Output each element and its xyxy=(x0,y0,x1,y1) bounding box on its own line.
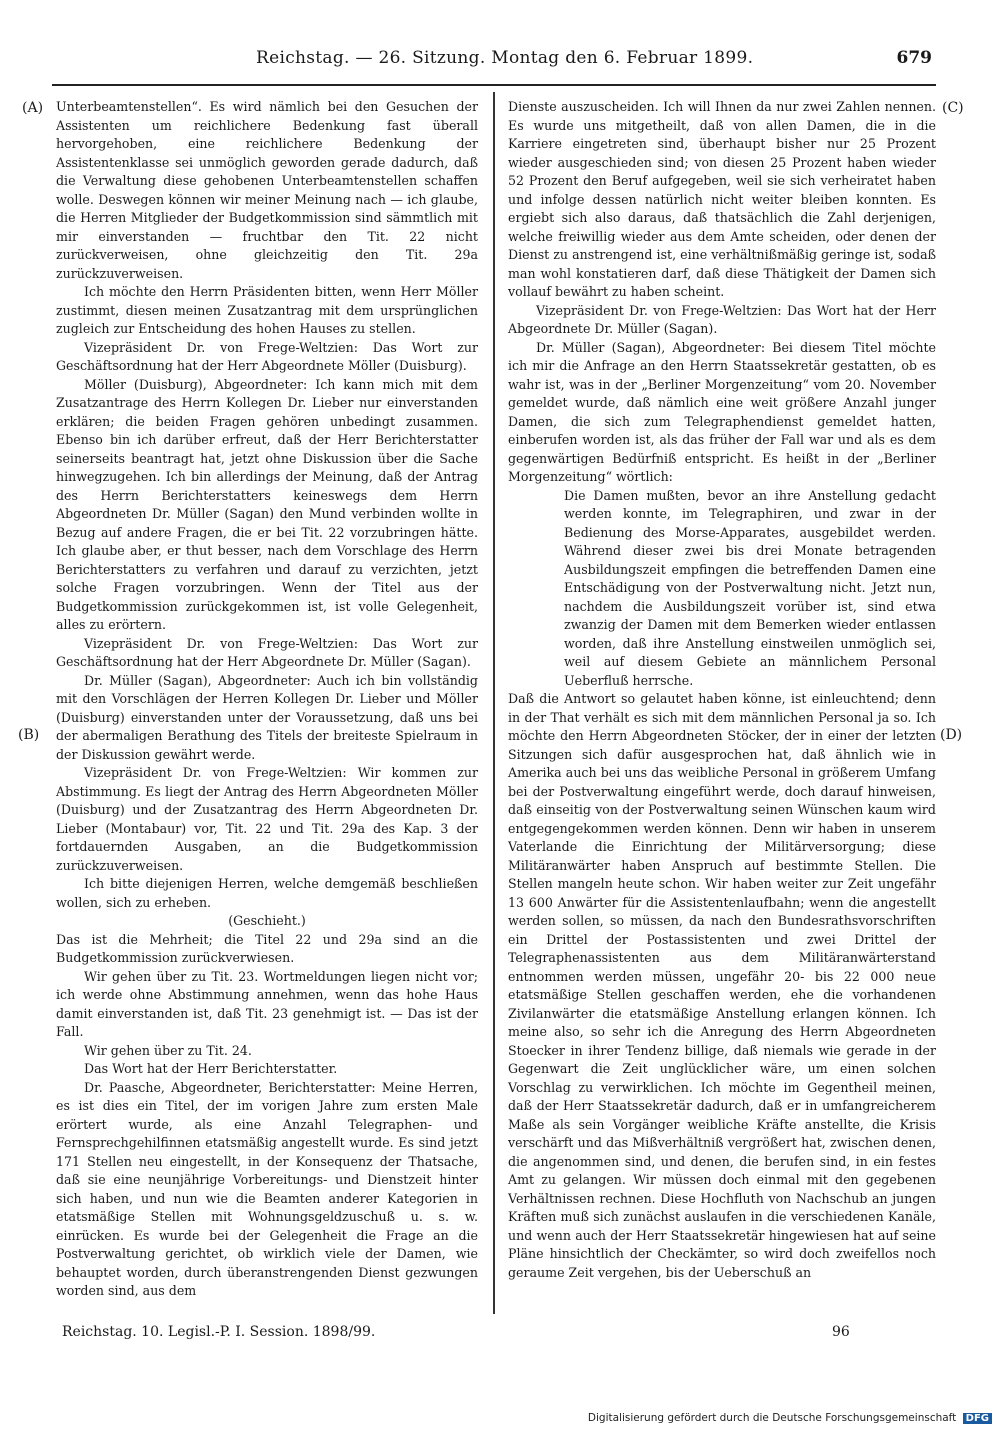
right-column xyxy=(508,98,936,1282)
paragraph: Dr. Müller (Sagan), Abgeordneter: Bei diesem Titel möchte ich mir die Anfrage an den Herrn Staatssekretär gestatten, ob es wahr ist, was in der „Berliner Morgenzeitung“ vom 20. November gemeldet wurde, daß nämlich eine weit größere Anzahl junger Damen, die sich zum Telegraphendienst gemeldet hatten, einberufen worden ist, als das früher der Fall war und als es dem gegenwärtigen Bedürfniß entspricht. Es heißt in der „Berliner Morgenzeitung“ wörtlich: xyxy=(508,339,936,484)
margin-marker-b: (B) xyxy=(18,727,40,743)
paragraph: Dr. Paasche, Abgeordneter, Berichterstatter: Meine Herren, es ist dies ein Titel, der im vorigen Jahre zum ersten Male erörtert wurde, als eine Anzahl Telegraphen- und Fernsprechgehilfinnen etatsmäßig angestellt wurde. Es sind jetzt 171 Stellen neu eingestellt, in der Konsequenz der Thatsache, daß sie eine neunjährige Vorbereitungs- und Dienstzeit hinter sich haben, und nun wie die Beamten anderer Kategorien in etatsmäßige Stellen mit Wohnungsgeldzuschuß u. s. w. einrücken. Es wurde bei der Gelegenheit die Frage an die Postverwaltung gerichtet, ob wirklich viele der Damen, wie behauptet worden, durch überanstrengenden Dienst gezwungen worden sind, aus dem xyxy=(56,1079,478,1298)
block-quote: Die Damen mußten, bevor an ihre Anstellung gedacht werden konnte, im Telegraphiren, und zwar in der Bedienung des Morse-Apparates, ausgebildet werden. Während dieser zwei bis drei Monate betragenden Ausbildungszeit empfingen die betreffenden Damen eine Entschädigung von der Postverwaltung nicht. Jetzt nun, nachdem die Ausbildungszeit vorüber ist, sind etwa zwanzig der Damen mit dem Bemerken wieder entlassen worden, daß ihre Anstellung einstweilen unmöglich sei, weil auf diesem Gebiete an männlichem Personal Ueberfluß herrsche. xyxy=(564,487,936,688)
paragraph: Wir gehen über zu Tit. 24. xyxy=(84,1042,252,1058)
footer-sheet-number: 96 xyxy=(832,1324,850,1340)
paragraph: Vizepräsident Dr. von Frege-Weltzien: Wir kommen zur Abstimmung. Es liegt der Antrag des Herrn Abgeordneten Möller (Duisburg) und der Zusatzantrag des Herrn Abgeordneten Dr. Lieber (Montabaur) vor, Tit. 22 und Tit. 29a des Kap. 3 der fortdauernden Ausgaben, an die Budgetkommission zurückzuverweisen. xyxy=(56,765,478,873)
digitization-credit xyxy=(588,1412,992,1424)
paragraph: Vizepräsident Dr. von Frege-Weltzien: Das Wort zur Geschäftsordnung hat der Herr Abgeordnete Dr. Müller (Sagan). xyxy=(56,635,478,669)
paragraph: Vizepräsident Dr. von Frege-Weltzien: Das Wort zur Geschäftsordnung hat der Herr Abgeordnete Möller (Duisburg). xyxy=(56,339,478,373)
paragraph: Unterbeamtenstellen“. Es wird nämlich bei den Gesuchen der Assistenten um reichlichere Bedenkung fast überall hervorgehoben, eine reichlichere Bedenkung der Assistentenklasse sei unmöglich geworden gerade dadurch, daß die Verwaltung diese gehobenen Unterbeamtenstellen schaffen wolle. Deswegen können wir meiner Meinung nach — ich glaube, die Herren Mitglieder der Budgetkommission sind sämmtlich mit mir einverstanden — fruchtbar den Tit. 22 nicht zurückverweisen, ohne gleichzeitig den Tit. 29a zurückzuverweisen. xyxy=(56,99,478,281)
paragraph: Möller (Duisburg), Abgeordneter: Ich kann mich mit dem Zusatzantrage des Herrn Kollegen Dr. Lieber nur einverstanden erklären; die beiden Fragen gehören unbedingt zusammen. Ebenso bin ich darüber erfreut, daß der Herr Berichterstatter seinerseits beantragt hat, jetzt ohne Diskussion über die Sache hinwegzugehen. Ich bin allerdings der Meinung, daß der Antrag des Herrn Berichterstatters keineswegs dem Herrn Abgeordneten Dr. Müller (Sagan) den Mund verbinden wollte in Bezug auf andere Fragen, die er bei Tit. 22 vorzubringen hätte. Ich glaube aber, er thut besser, nach dem Vorschlage des Herrn Berichterstatters zu verfahren und darauf zu verzichten, jetzt solche Fragen vorzubringen. Wenn der Titel aus der Budgetkommission zurückgekommen ist, ist volle Gelegenheit, alles zu erörtern. xyxy=(56,376,478,632)
paragraph: (Geschieht.) xyxy=(228,913,306,928)
paragraph: Daß die Antwort so gelautet haben könne, ist einleuchtend; denn in der That verhält es sich mit dem männlichen Personal ja so. Ich möchte den Herrn Abgeordneten Stöcker, der in einer der letzten Sitzungen sich dafür ausgesprochen hat, daß ähnlich wie in Amerika auch bei uns das weibliche Personal in größerem Umfang bei der Postverwaltung eingeführt werde, doch darauf hinweisen, daß einseitig von der Postverwaltung seinen Wünschen kaum wird entgegengekommen werden können. Denn wir haben in unserem Vaterlande die Einrichtung der Militärversorgung; diese Militäranwärter haben Anspruch auf bestimmte Stellen. Die Stellen mangeln heute schon. Wir haben weiter zur Zeit ungefähr 13 600 Anwärter für die Assistentenlaufbahn; wenn die angestellt werden sollen, so müssen, da nach den Bundesrathsvorschriften ein Drittel der Postassistenten und zwei Drittel der Telegraphenassistenten aus dem Militäranwärterstand entnommen werden müssen, ungefähr 20- bis 22 000 neue etatsmäßige Stellen geschaffen werden, ehe die vorhandenen Zivilanwärter die etatsmäßige Anstellung erlangen können. Ich meine also, so sehr ich die Anregung des Herrn Abgeordneten Stoecker in ihrer Tendenz billige, daß niemals wie gerade in der Gegenwart die Zeit unglücklicher wäre, um einen solchen Vorschlag zu verwirklichen. Ich möchte im Gegentheil meinen, daß der Herr Staatssekretär dadurch, daß er in umfangreicherem Maße als sein Vorgänger weibliche Kräfte anstellte, die Krisis verschärft und das Mißverhältniß vergrößert hat, zwischen denen, die angenommen sind, und denen, die berufen sind, in ein festes Amt zu gelangen. Wir müssen doch einmal mit den gegebenen Verhältnissen rechnen. Diese Hochfluth von Nachschub an jungen Kräften muß sich zunächst auslaufen in die verschiedenen Kanäle, und wenn auch der Herr Staatssekretär hingewiesen hat auf seine Pläne hinsichtlich der Checkämter, so wird doch zweifellos noch geraume Zeit vergehen, bis der Ueberschuß an xyxy=(508,691,936,1280)
header-rule xyxy=(52,84,936,86)
footer-session-info: Reichstag. 10. Legisl.-P. I. Session. 1898/99. xyxy=(62,1324,376,1340)
margin-marker-a: (A) xyxy=(22,100,44,116)
page-number: 679 xyxy=(896,48,932,68)
paragraph: Ich bitte diejenigen Herren, welche demgemäß beschließen wollen, sich zu erheben. xyxy=(56,876,478,910)
paragraph: Dienste auszuscheiden. Ich will Ihnen da nur zwei Zahlen nennen. Es wurde uns mitgetheilt, daß von allen Damen, die in die Karriere eingetreten sind, überhaupt bisher nur 25 Prozent wieder ausgeschieden sind; von diesen 25 Prozent haben wieder 52 Prozent den Beruf aufgegeben, weil sie sich verheiratet haben und infolge dessen natürlich nicht weiter bleiben konnten. Es ergiebt sich also daraus, daß thatsächlich die Zahl derjenigen, welche freiwillig wieder aus dem Amte scheiden, oder denen der Dienst zu anstrengend ist, eine verhältnißmäßig geringe ist, sodaß man wohl konstatieren darf, daß diese Thätigkeit der Damen sich vollauf bewährt zu haben scheint. xyxy=(508,99,936,299)
header-title: Reichstag. — 26. Sitzung. Montag den 6. Februar 1899. xyxy=(256,48,754,68)
paragraph: Das Wort hat der Herr Berichterstatter. xyxy=(84,1061,338,1076)
credit-text: Digitalisierung gefördert durch die Deutsche Forschungsgemeinschaft xyxy=(587,1412,957,1424)
margin-marker-d: (D) xyxy=(940,727,963,743)
margin-marker-c: (C) xyxy=(942,100,964,116)
column-divider xyxy=(493,92,495,1314)
left-column xyxy=(56,98,478,1301)
paragraph: Dr. Müller (Sagan), Abgeordneter: Auch ich bin vollständig mit den Vorschlägen der Herren Kollegen Dr. Lieber und Möller (Duisburg) einverstanden unter der Voraussetzung, daß uns bei der abermaligen Berathung des Titels der breiteste Spielraum in der Diskussion gewährt werde. xyxy=(56,672,478,762)
paragraph: Wir gehen über zu Tit. 23. Wortmeldungen liegen nicht vor; ich werde ohne Abstimmung annehmen, wenn das hohe Haus damit einverstanden ist, daß Tit. 23 genehmigt ist. — Das ist der Fall. xyxy=(56,968,478,1039)
paragraph: Vizepräsident Dr. von Frege-Weltzien: Das Wort hat der Herr Abgeordnete Dr. Müller (Sagan). xyxy=(508,302,936,336)
page-header xyxy=(0,46,1000,74)
paragraph: Ich möchte den Herrn Präsidenten bitten, wenn Herr Möller zustimmt, diesen meinen Zusatzantrag mit dem ursprünglichen zugleich zur Entscheidung des hohen Hauses zu stellen. xyxy=(56,284,478,336)
dfg-logo: DFG xyxy=(963,1413,992,1424)
paragraph: Das ist die Mehrheit; die Titel 22 und 29a sind an die Budgetkommission zurückverwiesen. xyxy=(56,931,478,965)
